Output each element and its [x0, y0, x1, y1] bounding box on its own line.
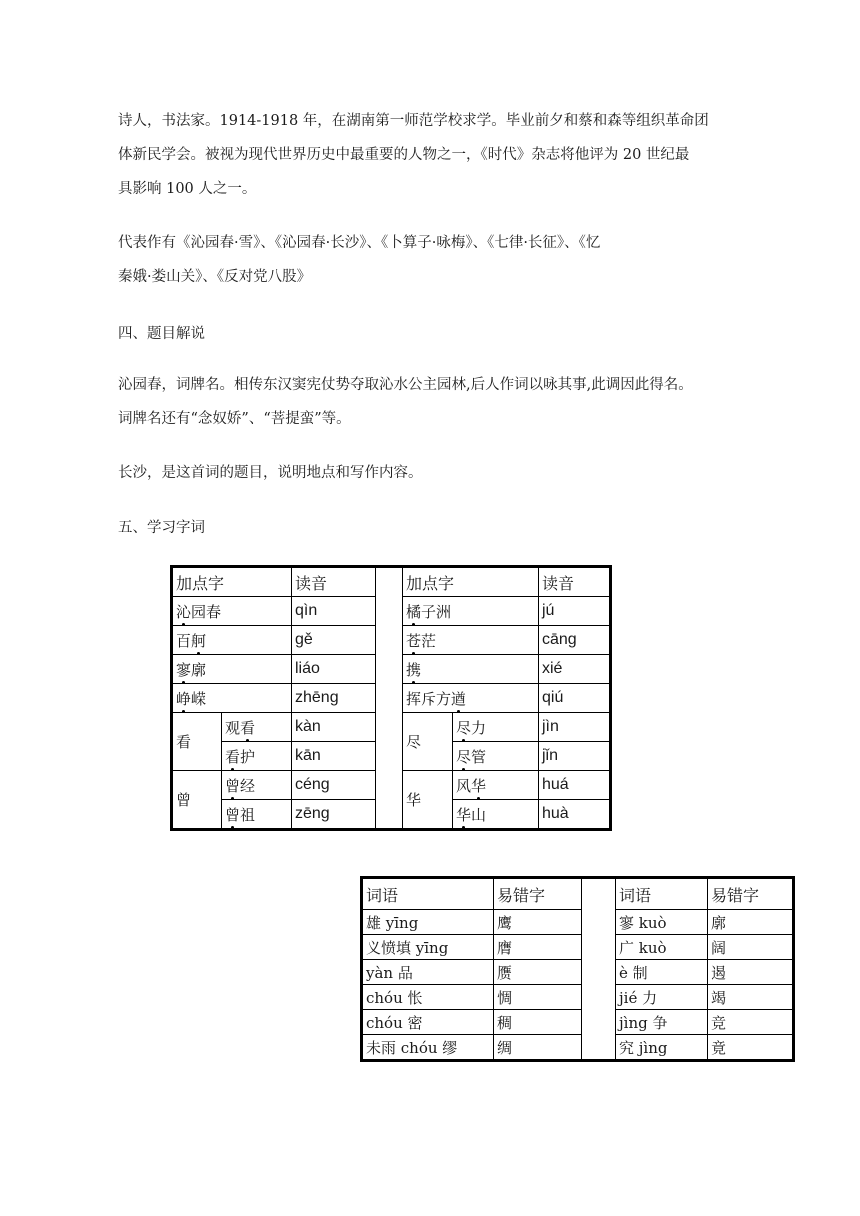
header-cell: 加点字	[403, 567, 539, 597]
wrong-char-cell: 遏	[708, 960, 794, 985]
header-cell: 易错字	[494, 878, 582, 910]
wrong-char-cell: 赝	[494, 960, 582, 985]
word-cell: 看护	[222, 742, 292, 771]
polyphone-char-cell: 华	[403, 771, 453, 830]
error-prone-chars-table	[360, 876, 795, 1062]
polyphone-char-cell: 尽	[403, 713, 453, 771]
header-cell: 加点字	[172, 567, 292, 597]
wrong-char-cell: 绸	[494, 1035, 582, 1061]
word-cell: 寥廓	[172, 655, 292, 684]
header-cell: 读音	[539, 567, 611, 597]
word-cell: 曾祖	[222, 800, 292, 830]
intro-line: 具影响 100 人之一。	[118, 181, 257, 197]
divider-column	[376, 567, 403, 830]
table-header-row	[362, 878, 794, 910]
explanation-line: 沁园春，词牌名。相传东汉窦宪仗势夺取沁水公主园林,后人作词以咏其事,此调因此得名。	[118, 377, 693, 393]
wrong-char-cell: 惆	[494, 985, 582, 1010]
header-cell: 词语	[362, 878, 494, 910]
wrong-char-cell: 鹰	[494, 910, 582, 935]
section-heading: 四、题目解说	[118, 326, 205, 342]
word-cell: 雄 yīng	[362, 910, 494, 935]
pinyin-cell: zēng	[292, 800, 376, 830]
table-row	[362, 985, 794, 1010]
changsha-paragraph	[118, 456, 738, 490]
works-line: 代表作有《沁园春·雪》、《沁园春·长沙》、《卜算子·咏梅》、《七律·长征》、《忆	[118, 235, 601, 251]
pinyin-cell: huá	[539, 771, 611, 800]
intro-paragraph	[118, 104, 738, 206]
explanation-line: 词牌名还有“念奴娇”、“菩提蛮”等。	[118, 411, 351, 427]
wrong-char-cell: 竞	[708, 1010, 794, 1035]
word-cell: jìng 争	[616, 1010, 708, 1035]
word-cell: 未雨 chóu 缪	[362, 1035, 494, 1061]
pinyin-cell: liáo	[292, 655, 376, 684]
wrong-char-cell: 膺	[494, 935, 582, 960]
word-cell: chóu 怅	[362, 985, 494, 1010]
pinyin-cell: céng	[292, 771, 376, 800]
word-cell: è 制	[616, 960, 708, 985]
word-cell: 华山	[453, 800, 539, 830]
table-row	[362, 1035, 794, 1061]
pronunciation-table	[170, 565, 612, 831]
pinyin-cell: qìn	[292, 597, 376, 626]
word-cell: 义愤填 yīng	[362, 935, 494, 960]
table-row	[362, 935, 794, 960]
header-cell: 易错字	[708, 878, 794, 910]
works-paragraph	[118, 226, 738, 294]
pinyin-cell: cāng	[539, 626, 611, 655]
pinyin-cell: jú	[539, 597, 611, 626]
word-cell: 苍茫	[403, 626, 539, 655]
table-row	[362, 960, 794, 985]
title-explanation-paragraph	[118, 368, 738, 436]
word-cell: 挥斥方遒	[403, 684, 539, 713]
word-cell: 携	[403, 655, 539, 684]
word-cell: 风华	[453, 771, 539, 800]
word-cell: 沁园春	[172, 597, 292, 626]
word-cell: 峥嵘	[172, 684, 292, 713]
pinyin-cell: huà	[539, 800, 611, 830]
word-cell: 百舸	[172, 626, 292, 655]
pinyin-cell: jìn	[539, 713, 611, 742]
table-row	[362, 910, 794, 935]
word-cell: 究 jìng	[616, 1035, 708, 1061]
intro-line: 体新民学会。被视为现代世界历史中最重要的人物之一，《时代》杂志将他评为 20 世纪最	[118, 147, 690, 163]
divider-column	[582, 878, 616, 1061]
pinyin-cell: gě	[292, 626, 376, 655]
wrong-char-cell: 阔	[708, 935, 794, 960]
word-cell: 观看	[222, 713, 292, 742]
word-cell: yàn 品	[362, 960, 494, 985]
polyphone-char-cell: 看	[172, 713, 222, 771]
word-cell: 尽管	[453, 742, 539, 771]
table-row	[362, 1010, 794, 1035]
word-cell: chóu 密	[362, 1010, 494, 1035]
wrong-char-cell: 竟	[708, 1035, 794, 1061]
wrong-char-cell: 竭	[708, 985, 794, 1010]
word-cell: 广 kuò	[616, 935, 708, 960]
word-cell: 寥 kuò	[616, 910, 708, 935]
section-heading: 五、学习字词	[118, 520, 205, 536]
works-line: 秦娥·娄山关》、《反对党八股》	[118, 269, 312, 285]
pinyin-cell: zhēng	[292, 684, 376, 713]
word-cell: jié 力	[616, 985, 708, 1010]
header-cell: 读音	[292, 567, 376, 597]
pinyin-cell: kàn	[292, 713, 376, 742]
polyphone-char-cell: 曾	[172, 771, 222, 830]
word-cell: 尽力	[453, 713, 539, 742]
changsha-line: 长沙，是这首词的题目，说明地点和写作内容。	[118, 465, 423, 481]
table-header-row	[172, 567, 611, 597]
pinyin-cell: xié	[539, 655, 611, 684]
word-cell: 橘子洲	[403, 597, 539, 626]
pinyin-cell: kān	[292, 742, 376, 771]
header-cell: 词语	[616, 878, 708, 910]
wrong-char-cell: 稠	[494, 1010, 582, 1035]
wrong-char-cell: 廓	[708, 910, 794, 935]
pinyin-cell: qiú	[539, 684, 611, 713]
word-cell: 曾经	[222, 771, 292, 800]
pinyin-cell: jǐn	[539, 742, 611, 771]
intro-line: 诗人，书法家。1914-1918 年，在湖南第一师范学校求学。毕业前夕和蔡和森等组织革命团	[118, 113, 709, 129]
